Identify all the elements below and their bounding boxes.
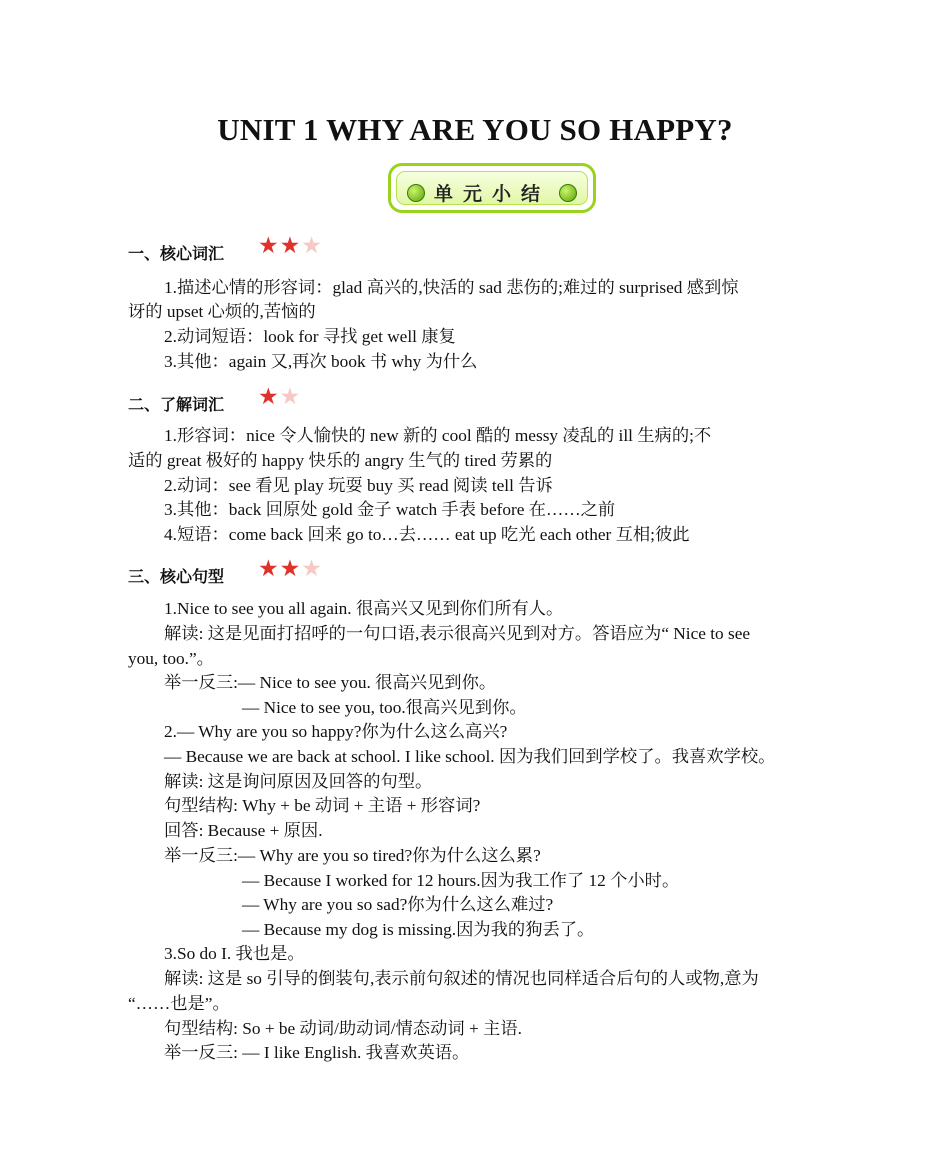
rating-stars — [258, 235, 322, 258]
green-dot-icon — [559, 184, 577, 202]
text-line: 1.形容词：nice 令人愉快的 new 新的 cool 酷的 messy 凌乱的 ill 生病的;不 — [164, 426, 712, 445]
text-line: 1.描述心情的形容词：glad 高兴的,快活的 sad 悲伤的;难过的 surprised 感到惊 — [164, 278, 739, 297]
text-line: “……也是”。 — [128, 994, 230, 1013]
text-line: 解读: 这是询问原因及回答的句型。 — [164, 772, 433, 791]
star-icon: ★ — [301, 556, 322, 582]
rating-stars — [258, 558, 322, 581]
text-line: 解读: 这是见面打招呼的一句口语,表示很高兴见到对方。答语应为“ Nice to see — [164, 624, 751, 643]
text-line: 3.其他：again 又,再次 book 书 why 为什么 — [164, 352, 478, 371]
text-line: — Why are you so sad?你为什么这么难过? — [242, 895, 554, 914]
text-line: 举一反三:— Why are you so tired?你为什么这么累? — [164, 846, 541, 865]
star-icon: ★ — [258, 233, 279, 259]
text-line: 解读: 这是 so 引导的倒装句,表示前句叙述的情况也同样适合后句的人或物,意为 — [164, 969, 759, 988]
text-line: — Because I worked for 12 hours.因为我工作了 12 个小时。 — [242, 871, 680, 890]
text-line: you, too.”。 — [128, 649, 214, 668]
text-line: 适的 great 极好的 happy 快乐的 angry 生气的 tired 劳累的 — [128, 451, 553, 470]
page-title: UNIT 1 WHY ARE YOU SO HAPPY? — [217, 112, 733, 147]
text-line: 2.— Why are you so happy?你为什么这么高兴? — [164, 722, 508, 741]
star-icon: ★ — [301, 233, 322, 259]
text-line: 4.短语：come back 回来 go to…去…… eat up 吃光 each other 互相;彼此 — [164, 525, 690, 544]
text-line: 3.So do I. 我也是。 — [164, 944, 305, 963]
star-icon: ★ — [279, 556, 301, 582]
text-line: 2.动词：see 看见 play 玩耍 buy 买 read 阅读 tell 告诉 — [164, 476, 553, 495]
section-heading-core-vocab: 一、核心词汇 — [128, 244, 225, 263]
text-line: 句型结构: Why + be 动词 + 主语 + 形容词? — [164, 796, 481, 815]
star-icon: ★ — [258, 384, 279, 410]
text-line: 举一反三: — I like English. 我喜欢英语。 — [164, 1043, 470, 1062]
text-line: 1.Nice to see you all again. 很高兴又见到你们所有人。 — [164, 599, 564, 618]
text-line: 举一反三:— Nice to see you. 很高兴见到你。 — [164, 673, 497, 692]
star-icon: ★ — [258, 556, 279, 582]
text-line: — Because we are back at school. I like school. 因为我们回到学校了。我喜欢学校。 — [164, 747, 776, 766]
star-icon: ★ — [279, 233, 301, 259]
unit-summary-badge — [388, 163, 596, 213]
text-line: 句型结构: So + be 动词/助动词/情态动词 + 主语. — [164, 1019, 522, 1038]
rating-stars — [258, 386, 300, 409]
section-heading-known-vocab: 二、了解词汇 — [128, 395, 225, 414]
text-line: 3.其他：back 回原处 gold 金子 watch 手表 before 在……之前 — [164, 500, 616, 519]
text-line: 讶的 upset 心烦的,苦恼的 — [128, 302, 316, 321]
badge-label: 单元小结 — [433, 183, 550, 205]
section-heading-core-sentences: 三、核心句型 — [128, 567, 225, 586]
text-line: 回答: Because + 原因. — [164, 821, 323, 840]
text-line: 2.动词短语：look for 寻找 get well 康复 — [164, 327, 456, 346]
text-line: — Because my dog is missing.因为我的狗丢了。 — [242, 920, 595, 939]
star-icon: ★ — [279, 384, 301, 410]
text-line: — Nice to see you, too.很高兴见到你。 — [242, 698, 527, 717]
